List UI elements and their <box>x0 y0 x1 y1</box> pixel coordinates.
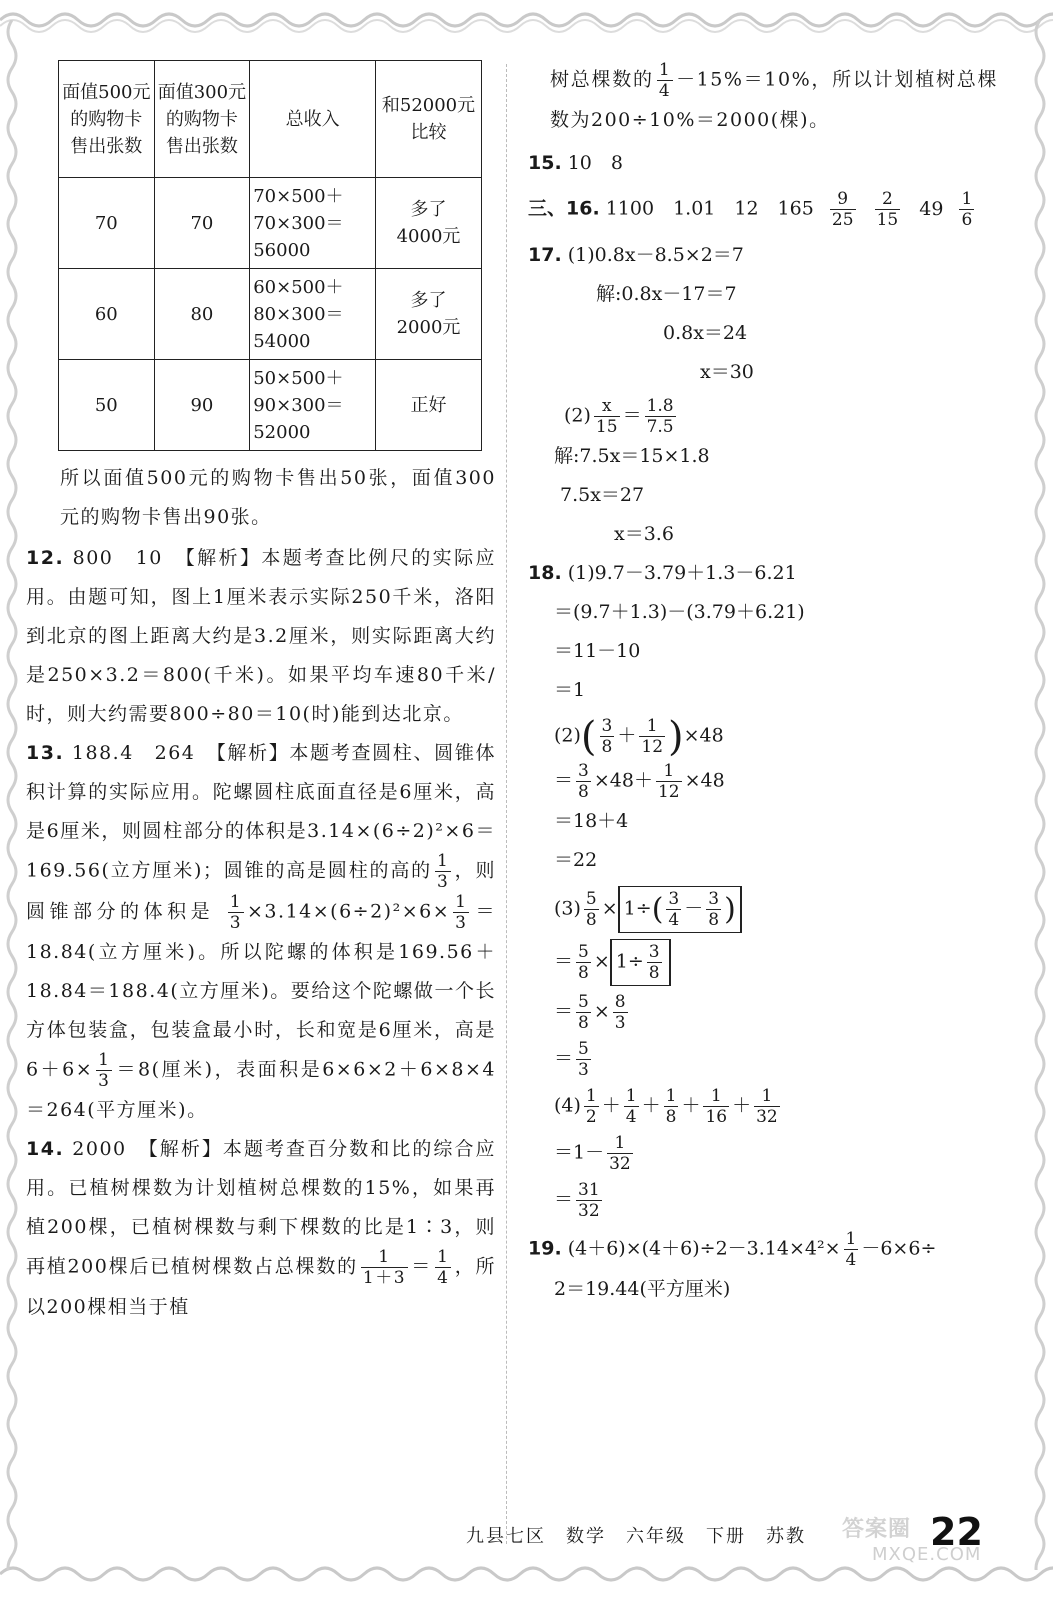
right-column <box>528 60 998 1309</box>
compare-line: 多了 <box>410 290 447 311</box>
watermark-logo: 答案圈 <box>842 1517 912 1542</box>
fraction: $\frac{5}{3}$ <box>578 1039 589 1080</box>
equation-line: (1)0.8x－8.5×2＝7 <box>567 244 744 266</box>
equation-line: (2)( $\frac{3}{8}$ ＋ $\frac{1}{12}$ )×48 <box>554 713 724 760</box>
answer-text: ＝8(厘米)，表面积是6×6×2＋6×8×4＝264(平方厘米)。 <box>26 1058 496 1121</box>
income-line: 70×300＝ <box>253 212 344 234</box>
table-cell <box>376 360 482 451</box>
fraction: $\frac{5}{8}$ <box>578 992 589 1033</box>
answer-14 <box>26 1130 496 1327</box>
compare-line: 2000元 <box>396 317 461 338</box>
fraction: $\frac{1}{12}$ <box>641 716 664 757</box>
table-cell: 90 <box>154 360 250 451</box>
table-cell <box>250 178 376 269</box>
table-header-cell: 面值500元的购物卡售出张数 <box>59 61 155 178</box>
answer-12 <box>26 539 496 734</box>
equation-line: (4＋6)×(4＋6)÷2－3.14×4²× <box>567 1237 841 1260</box>
income-line: 56000 <box>253 239 311 261</box>
table-cell: 60 <box>59 269 155 360</box>
fraction: $\frac{1}{1+3}$ <box>362 1247 407 1288</box>
income-line: 52000 <box>253 421 311 443</box>
answer-text: 2000 【解析】本题考查百分数和比的综合应用。已植树棵数为计划植树总棵数的15%，如果再植200棵，已植树棵数与剩下棵数的比是1∶3，则再植200棵后已植树棵数占总棵数的 <box>26 1138 496 1278</box>
answer-text: 10 8 <box>567 152 623 174</box>
fraction: $\frac{5}{8}$ <box>578 942 589 983</box>
fraction: $\frac{1.8}{7.5}$ <box>646 396 674 437</box>
top-wave-border <box>0 6 1053 34</box>
equation-line: ＝ $\frac{5}{8}$ × 1÷ $\frac{3}{8}$ <box>528 939 998 986</box>
table-row <box>59 178 482 269</box>
question-number: 三、16. <box>528 197 600 220</box>
square-bracket-group: 1÷( $\frac{3}{4}$ － $\frac{3}{8}$ ) <box>618 886 742 933</box>
equation-line: x＝30 <box>700 361 754 383</box>
answer-text: 800 10 【解析】本题考查比例尺的实际应用。由题可知，图上1厘米表示实际250千米，洛阳到北京的图上距离大约是3.2厘米，则实际距离大约是250×3.2＝800(千米)。如果平均车速80千米/时，则大约需要800÷80＝10(时)能到达北京。 <box>26 547 496 725</box>
answer-text: ，则圆锥部分的体积是 <box>26 859 496 923</box>
equation-line: ＝1－ $\frac{1}{32}$ <box>554 1133 631 1174</box>
equation-line: －6×6÷ <box>861 1237 937 1260</box>
fraction: $\frac{3}{8}$ <box>708 889 720 930</box>
answer-19-line <box>528 1229 998 1270</box>
fraction: $\frac{1}{3}$ <box>437 851 450 892</box>
right-wave-border <box>1030 20 1050 1570</box>
fraction: $\frac{1}{4}$ <box>658 60 672 101</box>
fraction: $\frac{1}{4}$ <box>845 1229 857 1270</box>
question-number: 13. <box>26 742 65 764</box>
equation-line: 解:0.8x－17＝7 <box>596 283 737 305</box>
table-cell <box>250 360 376 451</box>
fraction: $\frac{1}{4}$ <box>625 1086 637 1127</box>
income-line: 54000 <box>253 330 311 352</box>
answer-17-line <box>528 236 998 275</box>
fraction: $\frac{1}{32}$ <box>609 1133 631 1174</box>
fraction: $\frac{1}{32}$ <box>756 1086 778 1127</box>
question-number: 18. <box>528 562 562 584</box>
fraction: $\frac{1}{3}$ <box>455 892 468 933</box>
fraction: $\frac{3}{8}$ <box>578 761 589 802</box>
watermark-url: MXQE.COM <box>872 1544 982 1565</box>
table-cell: 70 <box>59 178 155 269</box>
left-wave-border <box>2 20 22 1570</box>
equation-line: ＝ $\frac{5}{8}$ × $\frac{8}{3}$ <box>554 992 626 1033</box>
equation-line: ＝11－10 <box>554 640 641 662</box>
fraction: $\frac{1}{4}$ <box>437 1247 450 1288</box>
question-number: 12. <box>26 547 65 569</box>
question-number: 15. <box>528 152 562 174</box>
table-header-cell: 总收入 <box>250 61 376 178</box>
equation-line: (1)9.7－3.79＋1.3－6.21 <box>567 562 797 584</box>
table-row <box>59 360 482 451</box>
equation-line: 解:7.5x＝15×1.8 <box>554 445 710 467</box>
page-footer: 九县七区 数学 六年级 下册 苏教 <box>466 1526 806 1547</box>
question-number: 14. <box>26 1138 65 1160</box>
answer-16 <box>528 189 998 230</box>
fraction: $\frac{5}{8}$ <box>585 889 597 930</box>
column-divider <box>506 64 507 1544</box>
income-line: 70×500＋ <box>253 185 344 207</box>
table-cell: 80 <box>154 269 250 360</box>
compare-line: 正好 <box>410 394 447 416</box>
equation-line: ＝ $\frac{31}{32}$ <box>554 1180 600 1221</box>
fraction: $\frac{1}{2}$ <box>585 1086 597 1127</box>
sales-table <box>58 60 482 451</box>
table-row <box>59 269 482 360</box>
table-cell <box>250 269 376 360</box>
equation-line: (4) $\frac{1}{2}$ ＋ $\frac{1}{4}$ ＋ $\frac{1}{8}$ ＋ $\frac{1}{16}$ ＋ $\frac{1}{32}$ <box>554 1086 778 1127</box>
fraction: $\frac{1}{16}$ <box>705 1086 728 1127</box>
question-number: 17. <box>528 244 562 266</box>
fraction: $\frac{8}{3}$ <box>614 992 626 1033</box>
fraction: $\frac{3}{8}$ <box>648 942 660 983</box>
question-number: 19. <box>528 1237 562 1260</box>
fraction: $\frac{1}{6}$ <box>961 189 973 230</box>
answer-text: 188.4 264 【解析】本题考查圆柱、圆锥体积计算的实际应用。陀螺圆柱底面直径是6厘米，高是6厘米，则圆柱部分的体积是3.14×(6÷2)²×6＝169.56(立方厘米)；圆锥的高是圆柱的高的 <box>26 742 496 882</box>
equation-line: x＝3.6 <box>614 523 674 545</box>
table-header-row <box>59 61 482 178</box>
answer-text: 1100 1.01 12 165 <box>605 197 814 220</box>
answer-13 <box>26 734 496 1130</box>
answer-text: ＝ <box>411 1255 433 1278</box>
table-cell <box>376 269 482 360</box>
table-conclusion: 所以面值500元的购物卡售出50张，面值300元的购物卡售出90张。 <box>60 467 496 528</box>
compare-line: 多了 <box>410 199 447 220</box>
fraction: $\frac{1}{3}$ <box>229 892 243 933</box>
answer-text: ×3.14×(6÷2)²×6× <box>247 900 451 923</box>
fraction: $\frac{3}{4}$ <box>668 889 680 930</box>
fraction: $\frac{2}{15}$ <box>876 189 899 230</box>
answer-text: 49 <box>919 197 944 220</box>
square-bracket-group: 1÷ $\frac{3}{8}$ <box>610 939 671 986</box>
table-cell: 50 <box>59 360 155 451</box>
answer-text: －15%＝10%，所以计划植树总棵数为200÷10%＝2000(棵)。 <box>550 68 998 131</box>
page-number: 22 <box>930 1510 983 1554</box>
table-cell <box>376 178 482 269</box>
equation-line: 2＝19.44(平方厘米) <box>554 1278 731 1300</box>
equation-line: 0.8x＝24 <box>663 322 748 344</box>
income-line: 60×500＋ <box>253 276 344 298</box>
equation-line: ＝18＋4 <box>554 810 629 832</box>
equation-line: 7.5x＝27 <box>560 484 645 506</box>
equation-line: (2) $\frac{x}{15}$ ＝ $\frac{1.8}{7.5}$ <box>564 396 674 437</box>
table-header-cell: 和52000元比较 <box>376 61 482 178</box>
table-header-cell: 面值300元的购物卡售出张数 <box>154 61 250 178</box>
answer-text: 树总棵数的 <box>550 68 654 91</box>
table-cell: 70 <box>154 178 250 269</box>
income-line: 80×300＝ <box>253 303 344 325</box>
answer-text: ，所以200棵相当于植 <box>26 1255 496 1318</box>
equation-line: ＝ $\frac{3}{8}$ ×48＋ $\frac{1}{12}$ ×48 <box>554 761 725 802</box>
equation-line: ＝22 <box>554 849 598 871</box>
income-line: 50×500＋ <box>253 367 344 389</box>
income-line: 90×300＝ <box>253 394 344 416</box>
fraction: $\frac{1}{3}$ <box>98 1050 111 1091</box>
answer-14-continued <box>528 60 998 140</box>
fraction: $\frac{1}{8}$ <box>665 1086 677 1127</box>
answer-text: ＝18.84(立方厘米)。所以陀螺的体积是169.56＋18.84＝188.4(立方厘米)。要给这个陀螺做一个长方体包装盒，包装盒最小时，长和宽是6厘米，高是6＋6× <box>26 900 496 1081</box>
fraction: $\frac{31}{32}$ <box>578 1180 600 1221</box>
equation-line: (3) $\frac{5}{8}$ × 1÷( $\frac{3}{4}$ － $\frac{3}{8}$ ) <box>528 886 998 933</box>
fraction: $\frac{x}{15}$ <box>595 396 618 437</box>
fraction: $\frac{1}{12}$ <box>657 761 680 802</box>
compare-line: 4000元 <box>396 226 461 247</box>
equation-line: ＝ $\frac{5}{3}$ <box>554 1039 589 1080</box>
answer-15 <box>528 144 998 183</box>
left-column <box>26 60 496 1327</box>
equation-line: ＝(9.7＋1.3)－(3.79＋6.21) <box>554 601 805 623</box>
fraction: $\frac{9}{25}$ <box>831 189 854 230</box>
fraction: $\frac{3}{8}$ <box>601 716 613 757</box>
equation-line: ＝1 <box>554 679 586 701</box>
answer-18-line <box>528 554 998 593</box>
